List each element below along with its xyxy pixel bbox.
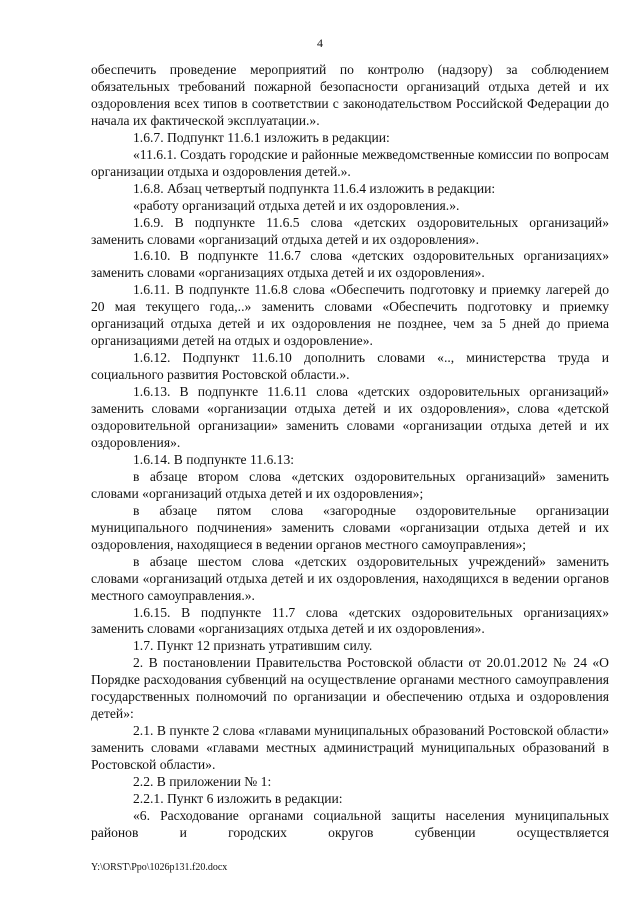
- paragraph: 2. В постановлении Правительства Ростовской области от 20.01.2012 № 24 «О Порядке расходования субвенций на осуществление органами местного самоуправления государственных полномочий по организации и обеспечению отдыха и оздоровления детей»:: [91, 655, 609, 722]
- paragraph: «11.6.1. Создать городские и районные межведомственные комиссии по вопросам организации отдыха и оздоровления детей.».: [91, 146, 609, 179]
- paragraph: 2.1. В пункте 2 слова «главами муниципальных образований Ростовской области» заменить словами «главами местных администраций муниципальных образований в Ростовской области».: [91, 723, 609, 773]
- paragraph: 1.6.14. В подпункте 11.6.13:: [133, 451, 295, 467]
- paragraph: 2.2. В приложении № 1:: [133, 774, 272, 790]
- paragraph: «работу организаций отдыха детей и их оздоровления.».: [133, 197, 460, 213]
- paragraph: 1.6.9. В подпункте 11.6.5 слова «детских оздоровительных организаций» заменить словами «организаций отдыха детей и их оздоровления».: [91, 214, 609, 247]
- paragraph: 1.6.12. Подпункт 11.6.10 дополнить словами «.., министерства труда и социального развития Ростовской области.».: [91, 350, 609, 383]
- paragraph: в абзаце втором слова «детских оздоровительных организаций» заменить словами «организаций отдыха детей и их оздоровления»;: [91, 468, 609, 501]
- paragraph: 2.2.1. Пункт 6 изложить в редакции:: [133, 790, 343, 806]
- paragraph: «6. Расходование органами социальной защиты населения муниципальных районов и городских округов субвенции осуществляется: [91, 807, 609, 840]
- paragraph: 1.7. Пункт 12 признать утратившим силу.: [133, 638, 373, 654]
- paragraph: в абзаце пятом слова «загородные оздоровительные организации муниципального подчинения» заменить словами «организации отдыха детей и их оздоровления, находящиеся в ведении органов местного самоуправления»;: [91, 502, 609, 552]
- paragraph: 1.6.11. В подпункте 11.6.8 слова «Обеспечить подготовку и приемку лагерей до 20 мая текущего года,..» заменить словами «Обеспечить подготовку и приемку организаций отдыха детей и их оздоровления не позднее, чем за 5 дней до приема организациями детей на отдых и оздоровление».: [91, 282, 609, 349]
- paragraph: 1.6.10. В подпункте 11.6.7 слова «детских оздоровительных организациях» заменить словами «организациях отдыха детей и их оздоровления».: [91, 248, 609, 281]
- paragraph: 1.6.8. Абзац четвертый подпункта 11.6.4 изложить в редакции:: [133, 180, 496, 196]
- paragraph: в абзаце шестом слова «детских оздоровительных учреждений» заменить словами «организаций отдыха детей и их оздоровления, находящихся в ведении органов местного самоуправления.».: [91, 553, 609, 603]
- document-body: [91, 62, 609, 842]
- page-number: 4: [317, 36, 323, 50]
- paragraph: 1.6.15. В подпункте 11.7 слова «детских оздоровительных организациях» заменить словами «организациях отдыха детей и их оздоровления».: [91, 604, 609, 637]
- paragraph: обеспечить проведение мероприятий по контролю (надзору) за соблюдением обязательных требований пожарной безопасности организаций отдыха детей и их оздоровления всех типов в соответствии с законодательством Российской Федерации до начала их фактической эксплуатации.».: [91, 62, 609, 128]
- paragraph: 1.6.7. Подпункт 11.6.1 изложить в редакции:: [133, 129, 390, 145]
- file-path-footer: Y:\ORST\Ppo\1026p131.f20.docx: [91, 862, 228, 873]
- paragraph: 1.6.13. В подпункте 11.6.11 слова «детских оздоровительных организаций» заменить словами «организации отдыха детей и их оздоровления», слова «детской оздоровительной организации» заменить словами «организации отдыха детей и их оздоровления».: [91, 384, 609, 450]
